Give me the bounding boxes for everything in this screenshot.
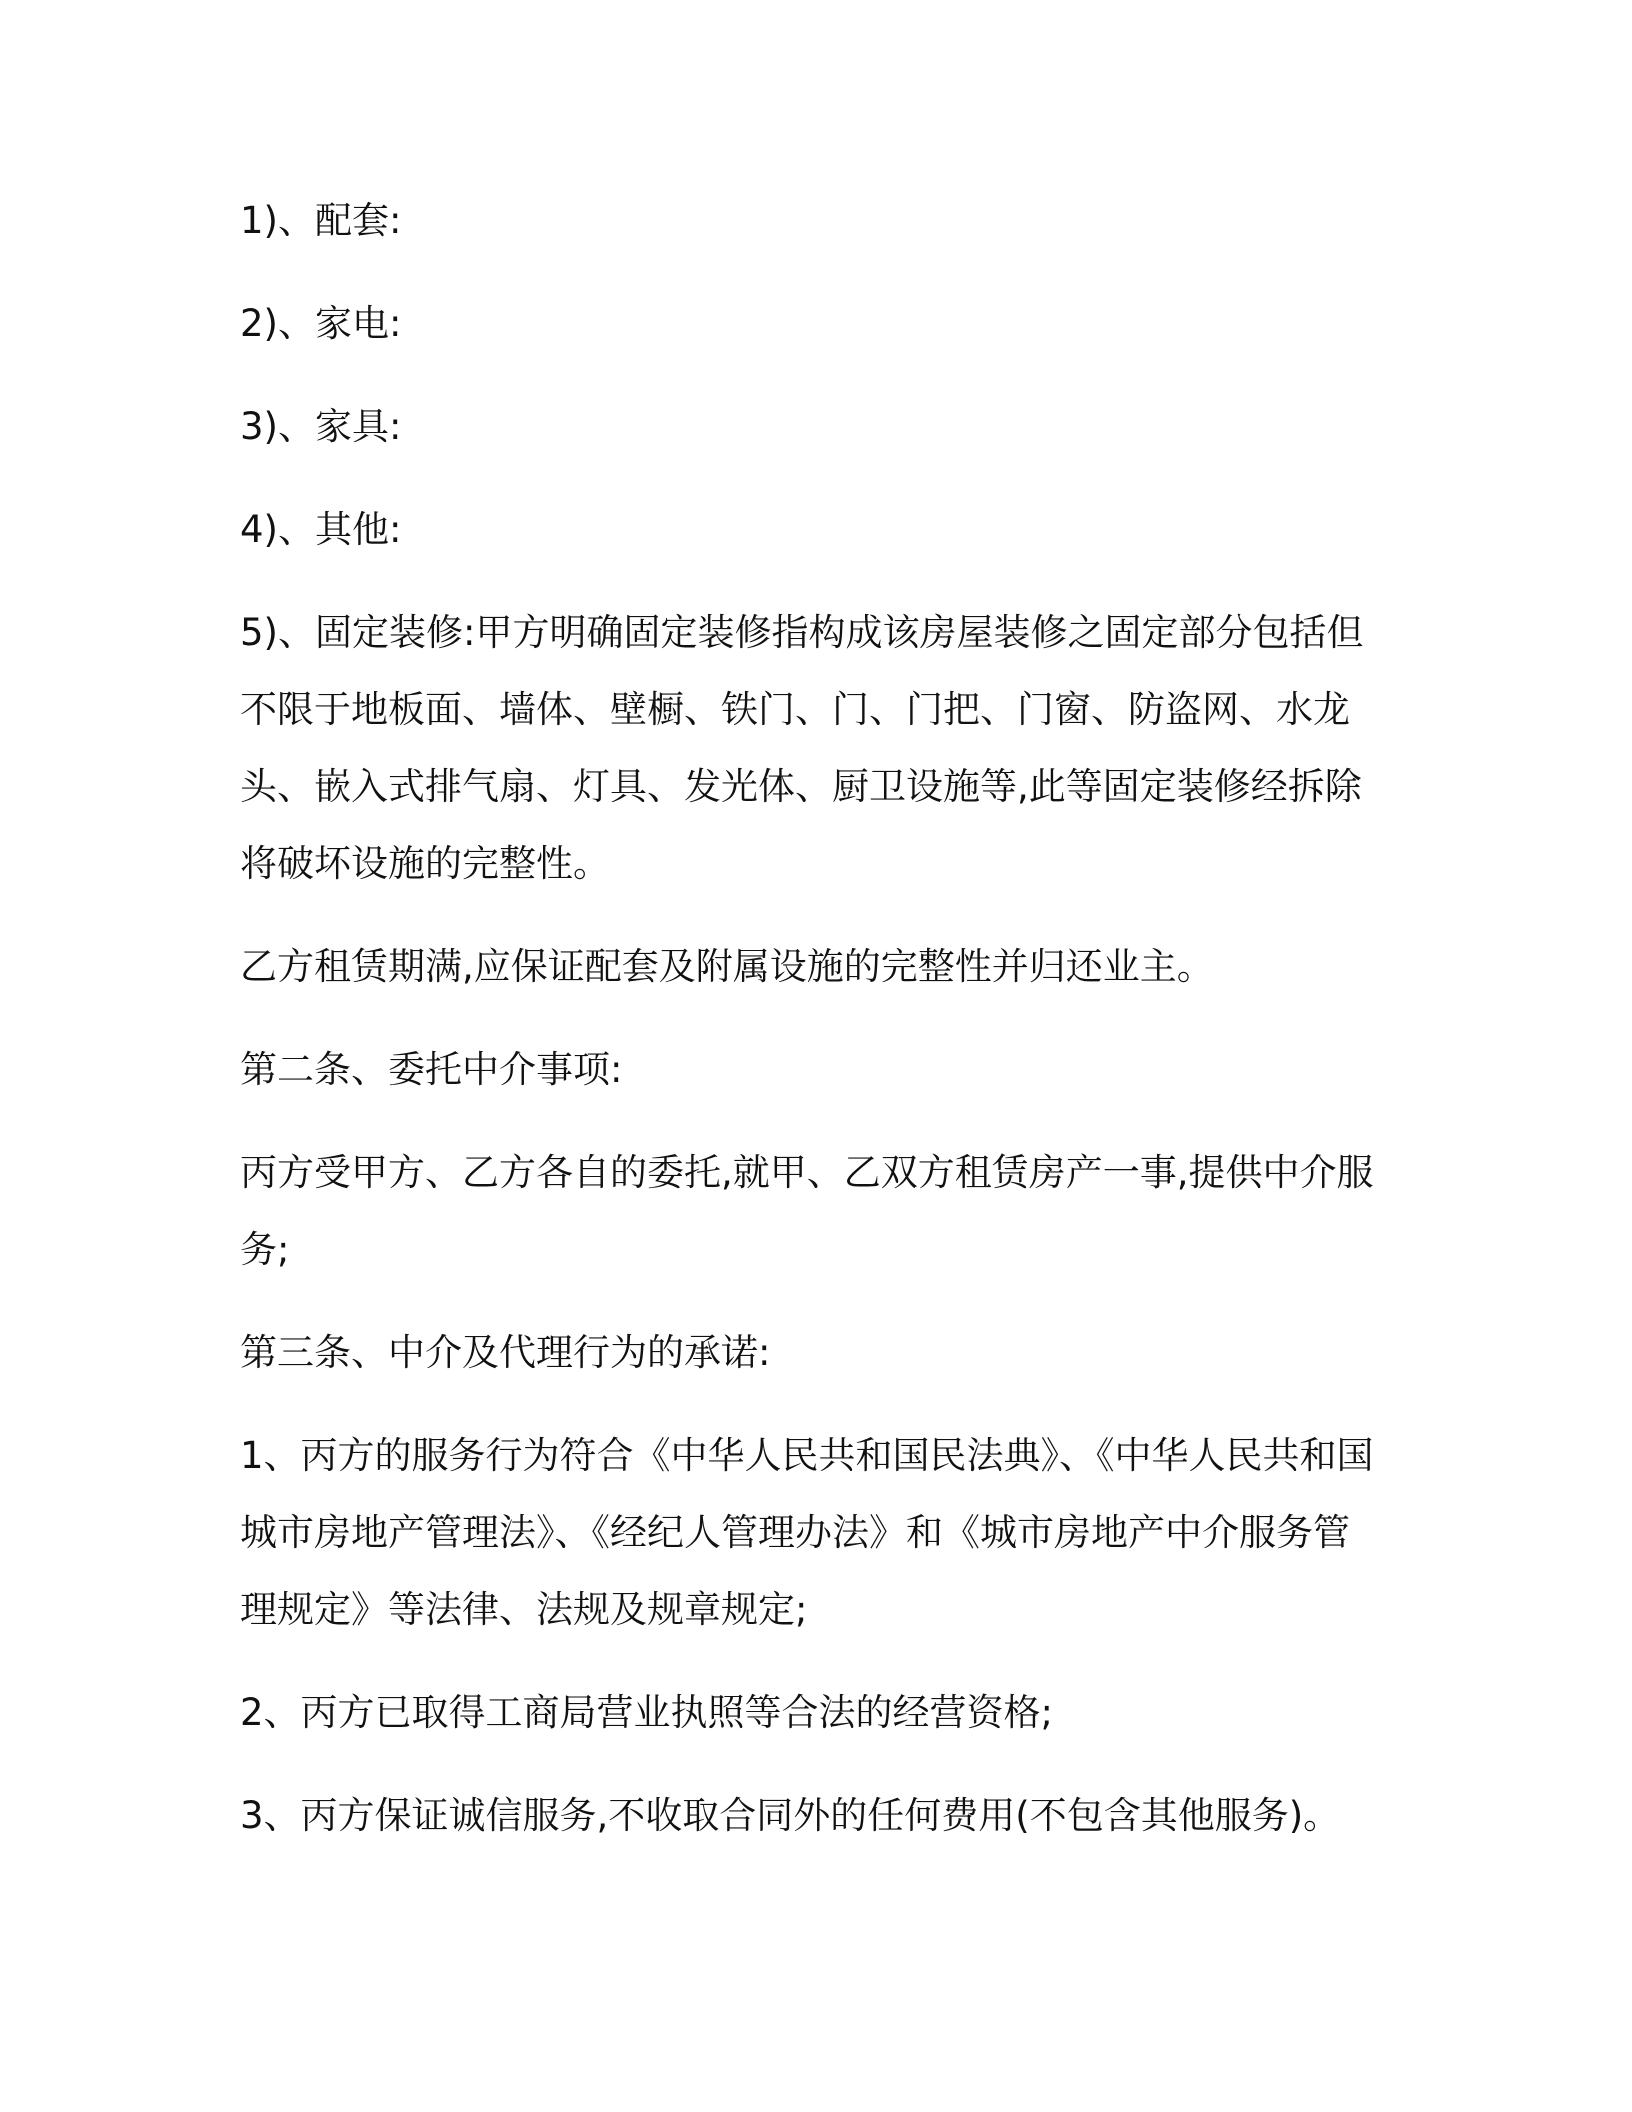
article-2-body: 丙方受甲方、乙方各自的委托,就甲、乙双方租赁房产一事,提供中介服务; [240,1151,1374,1271]
article-2-heading: 第二条、委托中介事项: [240,1048,623,1091]
tenant-return-clause: 乙方租赁期满,应保证配套及附属设施的完整性并归还业主。 [240,945,1214,988]
item-furniture: 3)、家具: [240,405,402,448]
item-appliances: 2)、家电: [240,302,402,345]
article-3-heading: 第三条、中介及代理行为的承诺: [240,1331,771,1374]
item-other: 4)、其他: [240,508,402,551]
document-body [240,182,1380,1854]
article-3-item-1: 1、丙方的服务行为符合《中华人民共和国民法典》、《中华人民共和国城市房地产管理法》、《经纪人管理办法》和《城市房地产中介服务管理规定》等法律、法规及规章规定; [240,1434,1374,1631]
item-fixed-decoration: 5)、固定装修:甲方明确固定装修指构成该房屋装修之固定部分包括但不限于地板面、墙体、壁橱、铁门、门、门把、门窗、防盗网、水龙头、嵌入式排气扇、灯具、发光体、厨卫设施等,此等固定装修经拆除将破坏设施的完整性。 [240,611,1364,885]
article-3-item-2: 2、丙方已取得工商局营业执照等合法的经营资格; [240,1691,1054,1734]
article-3-item-3: 3、丙方保证诚信服务,不收取合同外的任何费用(不包含其他服务)。 [240,1794,1341,1837]
item-supporting-facilities: 1)、配套: [240,199,402,242]
